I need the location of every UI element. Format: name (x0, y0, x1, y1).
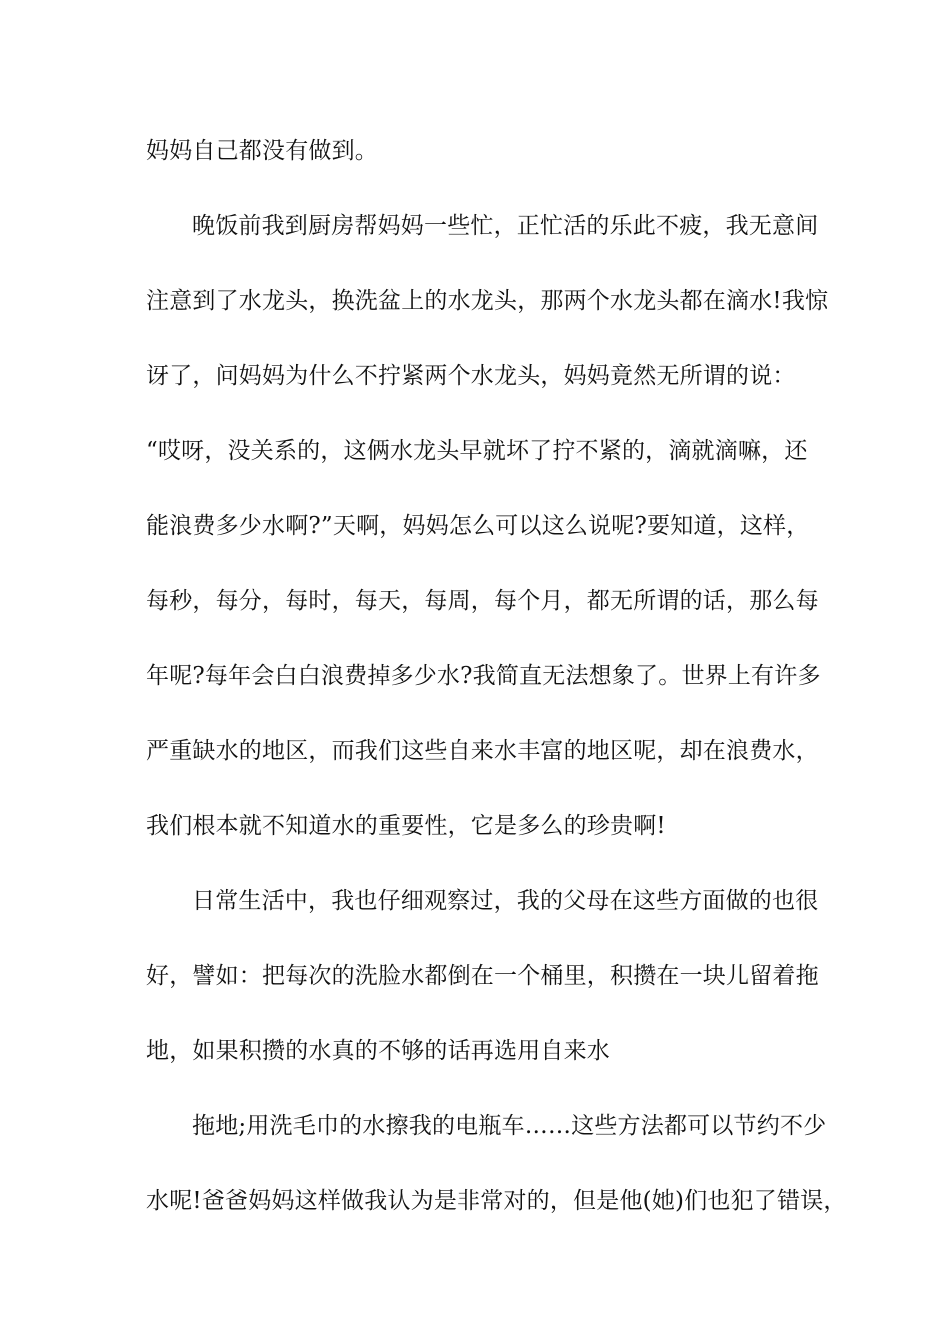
text-line: 好，譬如：把每次的洗脸水都倒在一个桶里，积攒在一块儿留着拖 (146, 963, 819, 989)
text-line: 能浪费多少水啊?”天啊，妈妈怎么可以这么说呢?要知道，这样， (146, 513, 810, 539)
text-line: 讶了，问妈妈为什么不拧紧两个水龙头，妈妈竟然无所谓的说： (146, 363, 796, 389)
paragraph-start: 日常生活中，我也仔细观察过，我的父母在这些方面做的也很 (192, 888, 819, 914)
text-line: “哎呀，没关系的，这俩水龙头早就坏了拧不紧的，滴就滴嘛，还 (146, 438, 808, 464)
text-line: 每秒，每分，每时，每天，每周，每个月，都无所谓的话，那么每 (146, 588, 819, 614)
paragraph-start: 晚饭前我到厨房帮妈妈一些忙，正忙活的乐此不疲，我无意间 (192, 213, 819, 239)
text-line: 水呢!爸爸妈妈这样做我认为是非常对的，但是他(她)们也犯了错误， (146, 1188, 847, 1214)
text-line: 年呢?每年会白白浪费掉多少水?我简直无法想象了。世界上有许多 (146, 663, 821, 689)
text-line: 地，如果积攒的水真的不够的话再选用自来水 (146, 1038, 610, 1064)
paragraph-start: 拖地;用洗毛巾的水擦我的电瓶车……这些方法都可以节约不少 (192, 1113, 827, 1139)
text-line: 我们根本就不知道水的重要性，它是多么的珍贵啊! (146, 813, 666, 839)
text-line: 注意到了水龙头，换洗盆上的水龙头，那两个水龙头都在滴水!我惊 (146, 288, 829, 314)
text-line: 严重缺水的地区，而我们这些自来水丰富的地区呢，却在浪费水， (146, 738, 819, 764)
text-line: 妈妈自己都没有做到。 (146, 138, 378, 164)
